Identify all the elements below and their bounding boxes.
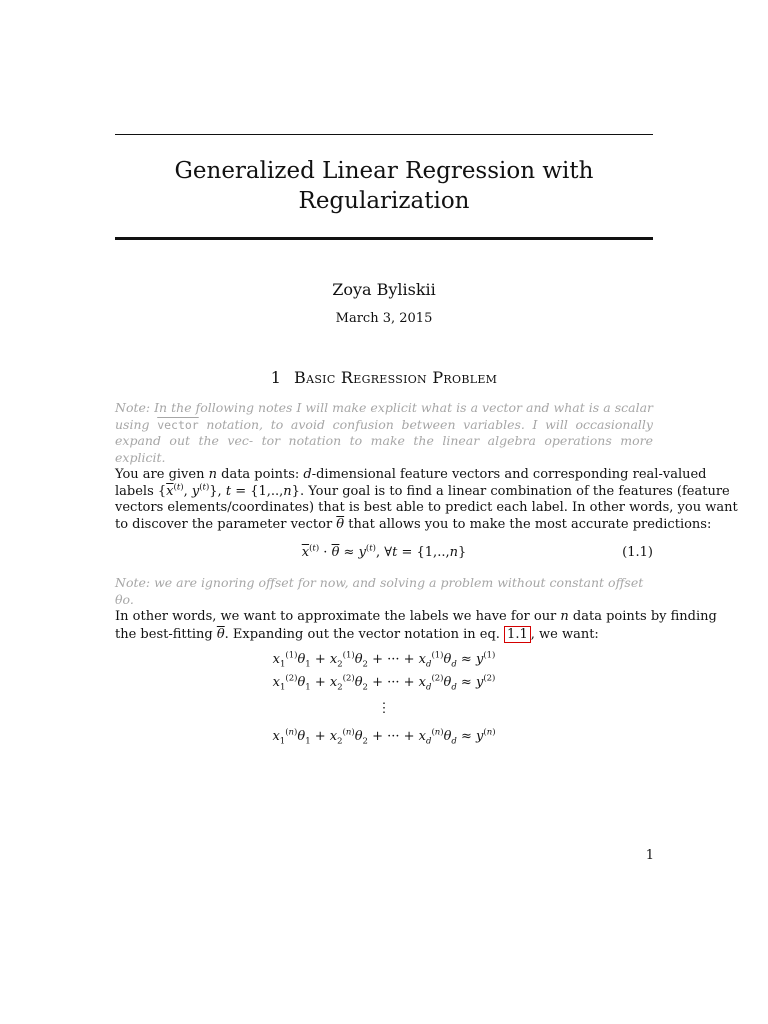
para1-line-1: You are given n data points: d-dimensional feature vectors and corresponding real-valued	[115, 467, 707, 482]
para2-line-2-end: , we want:	[530, 626, 599, 642]
section-number: 1	[270, 368, 281, 387]
para1-line-2: labels {$\overline{x}^{(t)}$, $y^{(t)}$}, t = {1,..,n}. Your goal is to find a linear combination of the features (feature	[115, 482, 730, 499]
equation-1-1-tag: (1.1)	[622, 545, 653, 560]
date: March 3, 2015	[335, 311, 433, 326]
note1-lead: Note: In the following notes I will make explicit what is a vector and what is a scalar using	[115, 400, 653, 432]
author: Zoya Byliskii	[332, 280, 436, 299]
title-line-1: Generalized Linear Regression with	[174, 158, 594, 184]
paper-title	[115, 156, 653, 216]
para1-line-4: to discover the parameter vector $\overline{\theta}$ that allows you to make the most accurate predictions:	[115, 516, 712, 532]
para2-line-2: the best-fitting $\overline{\theta}$. Expanding out the vector notation in eq. 1.1 , we want:	[115, 626, 599, 642]
equation-row-2: $x_1^{(2)}\theta_1 + x_2^{(2)}\theta_2$ + ··· + $x_d^{(2)}\theta_d \approx y^{(2)}$	[272, 673, 496, 693]
note-vector-notation	[115, 400, 653, 466]
section-title	[294, 368, 497, 387]
title-line-2: Regularization	[298, 188, 470, 214]
equation-row-n: $x_1^{(n)}\theta_1 + x_2^{(n)}\theta_2$ + ··· + $x_d^{(n)}\theta_d \approx y^{(n)}$	[272, 727, 496, 747]
paragraph-expansion	[115, 609, 717, 643]
para2-line-1: In other words, we want to approximate the labels we have for our n data points by finding	[115, 609, 717, 624]
title-top-rule	[115, 134, 653, 135]
equation-reference-link[interactable]: 1.1	[504, 626, 531, 643]
note1-code: vector	[157, 417, 199, 432]
page-number: 1	[645, 848, 654, 863]
note1-rest1: notation, to avoid confusion between variables. I will occasionally expand out the vec-	[115, 416, 653, 448]
note1-rest2: tor notation to make the linear algebra operations more explicit.	[115, 433, 653, 465]
equation-1-1-body: $\overline{x}^{(t)} \cdot \overline{\theta} \approx y^{(t)}$, ∀t = {1,..,n}	[301, 543, 467, 560]
section-title-text: Basic Regression Problem	[294, 368, 498, 387]
paragraph-problem-statement	[115, 467, 738, 533]
section-heading	[115, 368, 653, 387]
title-bottom-rule	[115, 237, 653, 240]
para1-line-3: vectors elements/coordinates) that is best able to predict each label. In other words, you want	[115, 500, 738, 515]
note-offset: Note: we are ignoring offset for now, and solving a problem without constant offset θo.	[115, 575, 644, 607]
equation-vdots: ⋮	[377, 701, 391, 716]
equation-row-1: $x_1^{(1)}\theta_1 + x_2^{(1)}\theta_2$ + ··· + $x_d^{(1)}\theta_d \approx y^{(1)}$	[272, 650, 496, 670]
